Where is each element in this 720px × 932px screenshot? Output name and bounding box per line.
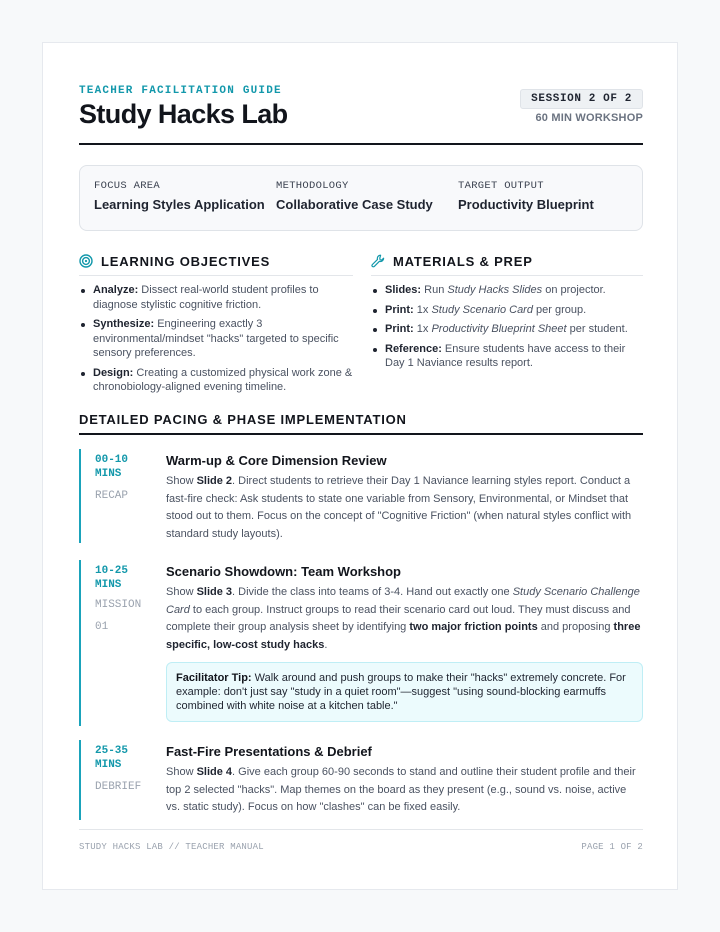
learning-objectives — [79, 251, 353, 400]
footer-page-number: PAGE 1 OF 2 — [581, 842, 643, 852]
meta-value: Learning Styles Application — [94, 197, 265, 212]
list-item: Design: Creating a customized physical work zone & chronobiology-aligned evening timeline. — [79, 366, 353, 395]
pacing-heading: DETAILED PACING & PHASE IMPLEMENTATION — [79, 412, 407, 427]
phase-description: Show Slide 3. Divide the class into teams of 3-4. Hand out exactly one Study Scenario Challenge Card to each group. Instruct groups to read their scenario card out loud. They must discuss and complete their group analysis sheet by identifying two major friction points and proposing three specific, low-cost study hacks. — [166, 586, 641, 651]
footer-divider — [79, 829, 643, 830]
meta-summary-box — [79, 165, 643, 231]
session-duration: 60 MIN WORKSHOP — [535, 112, 643, 124]
phase-body — [166, 564, 643, 722]
phase-recap — [79, 449, 643, 543]
materials-heading-row — [371, 251, 643, 271]
phase-debrief — [79, 740, 643, 820]
footer-document-label: STUDY HACKS LAB // TEACHER MANUAL — [79, 842, 264, 852]
materials-heading: MATERIALS & PREP — [393, 253, 533, 269]
header-divider — [79, 143, 643, 145]
list-item: Print: 1x Productivity Blueprint Sheet per student. — [371, 322, 643, 337]
phase-tag: RECAP — [95, 490, 129, 502]
meta-key: FOCUS AREA — [94, 180, 161, 192]
meta-value: Productivity Blueprint — [458, 197, 594, 212]
target-icon — [79, 254, 93, 268]
phase-body — [166, 744, 643, 817]
phase-description: Show Slide 2. Direct students to retrieve their Day 1 Naviance learning styles report. Conduct a fast-fire check: Ask students to state one variable from Sensory, Environmental, or Mindset that stood out to them. Focus on the concept of "Cognitive Friction" (when natural styles conflict with standard study layouts). — [166, 475, 632, 540]
meta-target-output — [458, 180, 594, 212]
list-item: Print: 1x Study Scenario Card per group. — [371, 303, 643, 318]
meta-focus-area — [94, 180, 265, 212]
materials-prep — [371, 251, 643, 376]
facilitator-tip: Facilitator Tip: Walk around and push groups to make their "hacks" extremely concrete. For example: don't just say "study in a quiet room"—suggest "using sound-blocking earmuffs combined with white noise at a kitchen table." — [166, 662, 643, 722]
phase-description: Show Slide 4. Give each group 60-90 seconds to stand and outline their student profile and their top 2 selected "hacks". Map themes on the board as they present (e.g., sound vs. noise, active vs. static study). Focus on how "clashes" can be fixed easily. — [166, 766, 636, 813]
page-header — [79, 85, 643, 145]
meta-key: TARGET OUTPUT — [458, 180, 544, 192]
objectives-heading-row — [79, 251, 353, 271]
page-sheet — [42, 42, 678, 890]
pacing-divider — [79, 433, 643, 435]
list-item: Analyze: Dissect real-world student profiles to diagnose stylistic cognitive friction. — [79, 283, 353, 312]
objectives-list — [79, 283, 353, 395]
phase-tag: DEBRIEF — [95, 781, 142, 793]
phase-title: Fast-Fire Presentations & Debrief — [166, 744, 372, 759]
phase-time: 10-25 MINS — [95, 565, 129, 591]
meta-methodology — [276, 180, 433, 212]
phase-title: Scenario Showdown: Team Workshop — [166, 564, 401, 579]
meta-key: METHODOLOGY — [276, 180, 349, 192]
session-badge: SESSION 2 OF 2 — [520, 89, 643, 109]
meta-value: Collaborative Case Study — [276, 197, 433, 212]
page-title: Study Hacks Lab — [79, 99, 288, 129]
phase-body — [166, 453, 643, 543]
materials-list — [371, 283, 643, 371]
eyebrow-label: TEACHER FACILITATION GUIDE — [79, 85, 282, 97]
objectives-divider — [79, 275, 353, 276]
wrench-icon — [371, 254, 385, 268]
list-item: Slides: Run Study Hacks Slides on projector. — [371, 283, 643, 298]
phase-title: Warm-up & Core Dimension Review — [166, 453, 387, 468]
phase-tag: MISSION 01 — [95, 599, 142, 633]
list-item: Synthesize: Engineering exactly 3 environmental/mindset "hacks" targeted to specific sensory preferences. — [79, 317, 353, 361]
objectives-heading: LEARNING OBJECTIVES — [101, 253, 271, 269]
phase-time: 25-35 MINS — [95, 745, 129, 771]
list-item: Reference: Ensure students have access to their Day 1 Naviance results report. — [371, 342, 643, 371]
phase-time: 00-10 MINS — [95, 454, 129, 480]
phase-mission — [79, 560, 643, 726]
materials-divider — [371, 275, 643, 276]
